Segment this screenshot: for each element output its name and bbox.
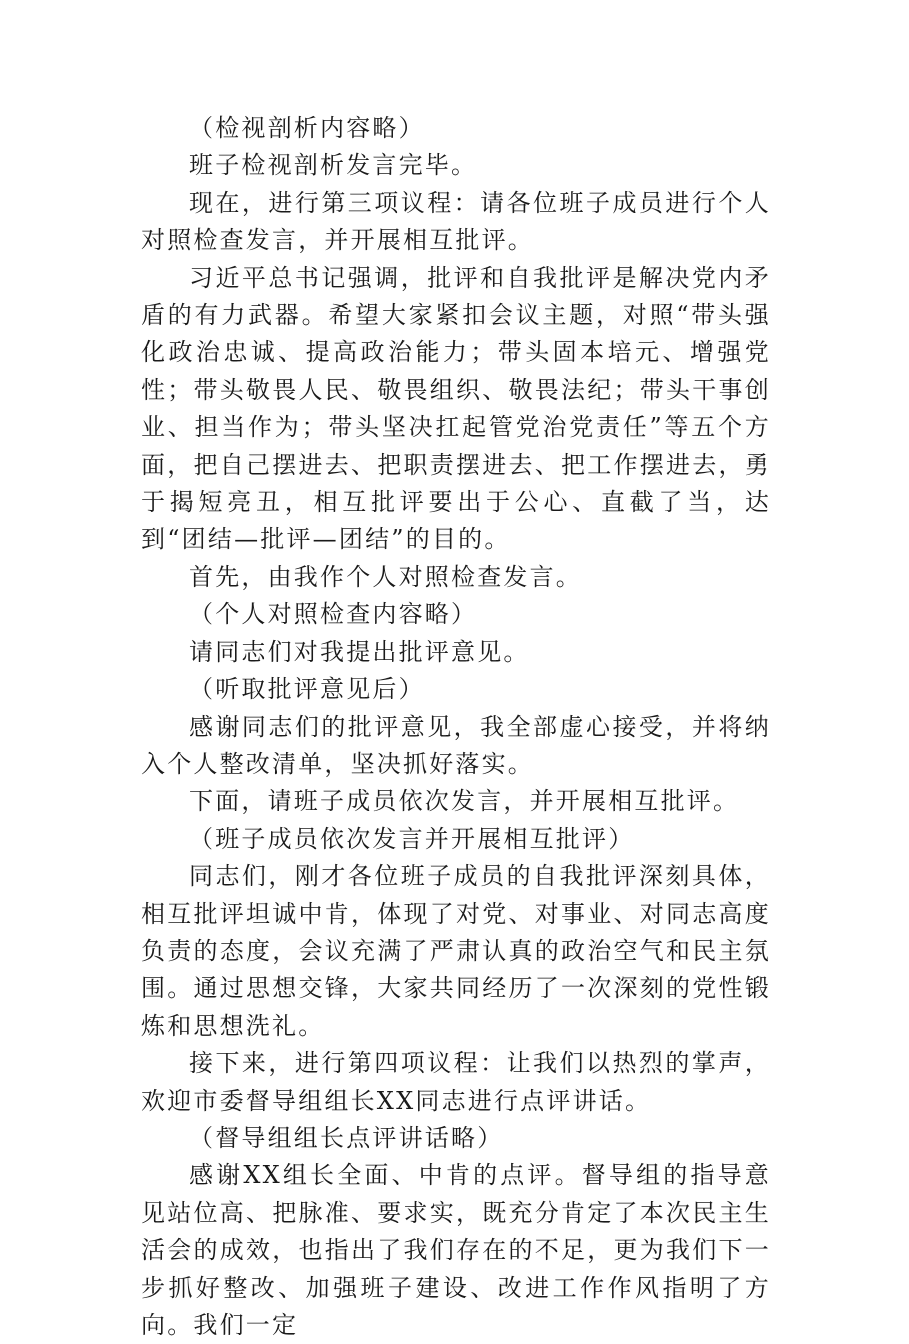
paragraph-criticism-instruction: 习近平总书记强调，批评和自我批评是解决党内矛盾的有力武器。希望大家紧扣会议主题，对照“带头强化政治忠诚、提高政治能力；带头固本培元、增强党性；带头敬畏人民、敬畏组织、敬畏法纪；带头干事创业、担当作为；带头坚决扛起管党治党责任”等五个方面，把自己摆进去、把职责摆进去、把工作摆进去，勇于揭短亮丑，相互批评要出于公心、直截了当，达到“团结—批评—团结”的目的。 [141,263,771,554]
paragraph-request-criticism: 请同志们对我提出批评意见。 [189,637,530,666]
paragraph-members-speak: 下面，请班子成员依次发言，并开展相互批评。 [189,787,740,816]
paragraph-summary: 同志们，刚才各位班子成员的自我批评深刻具体，相互批评坦诚中肯，体现了对党、对事业、对同志高度负责的态度，会议充满了严肃认真的政治空气和民主氛围。通过思想交锋，大家共同经历了一次深刻的党性锻炼和思想洗礼。 [141,862,771,1040]
paragraph-thanks-supervisor: 感谢XX组长全面、中肯的点评。督导组的指导意见站位高、把脉准、要求实，既充分肯定了本次民主生活会的成效，也指出了我们存在的不足，更为我们下一步抓好整改、加强班子建设、改进工作作风指明了方向。我们一定 [141,1161,771,1339]
paragraph-members-speak-note: （班子成员依次发言并开展相互批评） [189,824,635,853]
paragraph-personal-check-omitted: （个人对照检查内容略） [189,600,478,629]
paragraph-self-statement: 首先，由我作个人对照检查发言。 [189,562,582,591]
paragraph-analysis-finished: 班子检视剖析发言完毕。 [189,151,478,180]
paragraph-thanks-criticism: 感谢同志们的批评意见，我全部虚心接受，并将纳入个人整改清单，坚决抓好落实。 [141,712,771,778]
paragraph-after-criticism: （听取批评意见后） [189,675,425,704]
paragraph-agenda-four: 接下来，进行第四项议程：让我们以热烈的掌声，欢迎市委督导组组长XX同志进行点评讲话。 [141,1049,771,1115]
paragraph-analysis-omitted: （检视剖析内容略） [189,114,425,142]
paragraph-agenda-three: 现在，进行第三项议程：请各位班子成员进行个人对照检查发言，并开展相互批评。 [141,188,771,255]
document-body [141,110,771,1344]
paragraph-supervisor-omitted: （督导组组长点评讲话略） [189,1123,504,1152]
